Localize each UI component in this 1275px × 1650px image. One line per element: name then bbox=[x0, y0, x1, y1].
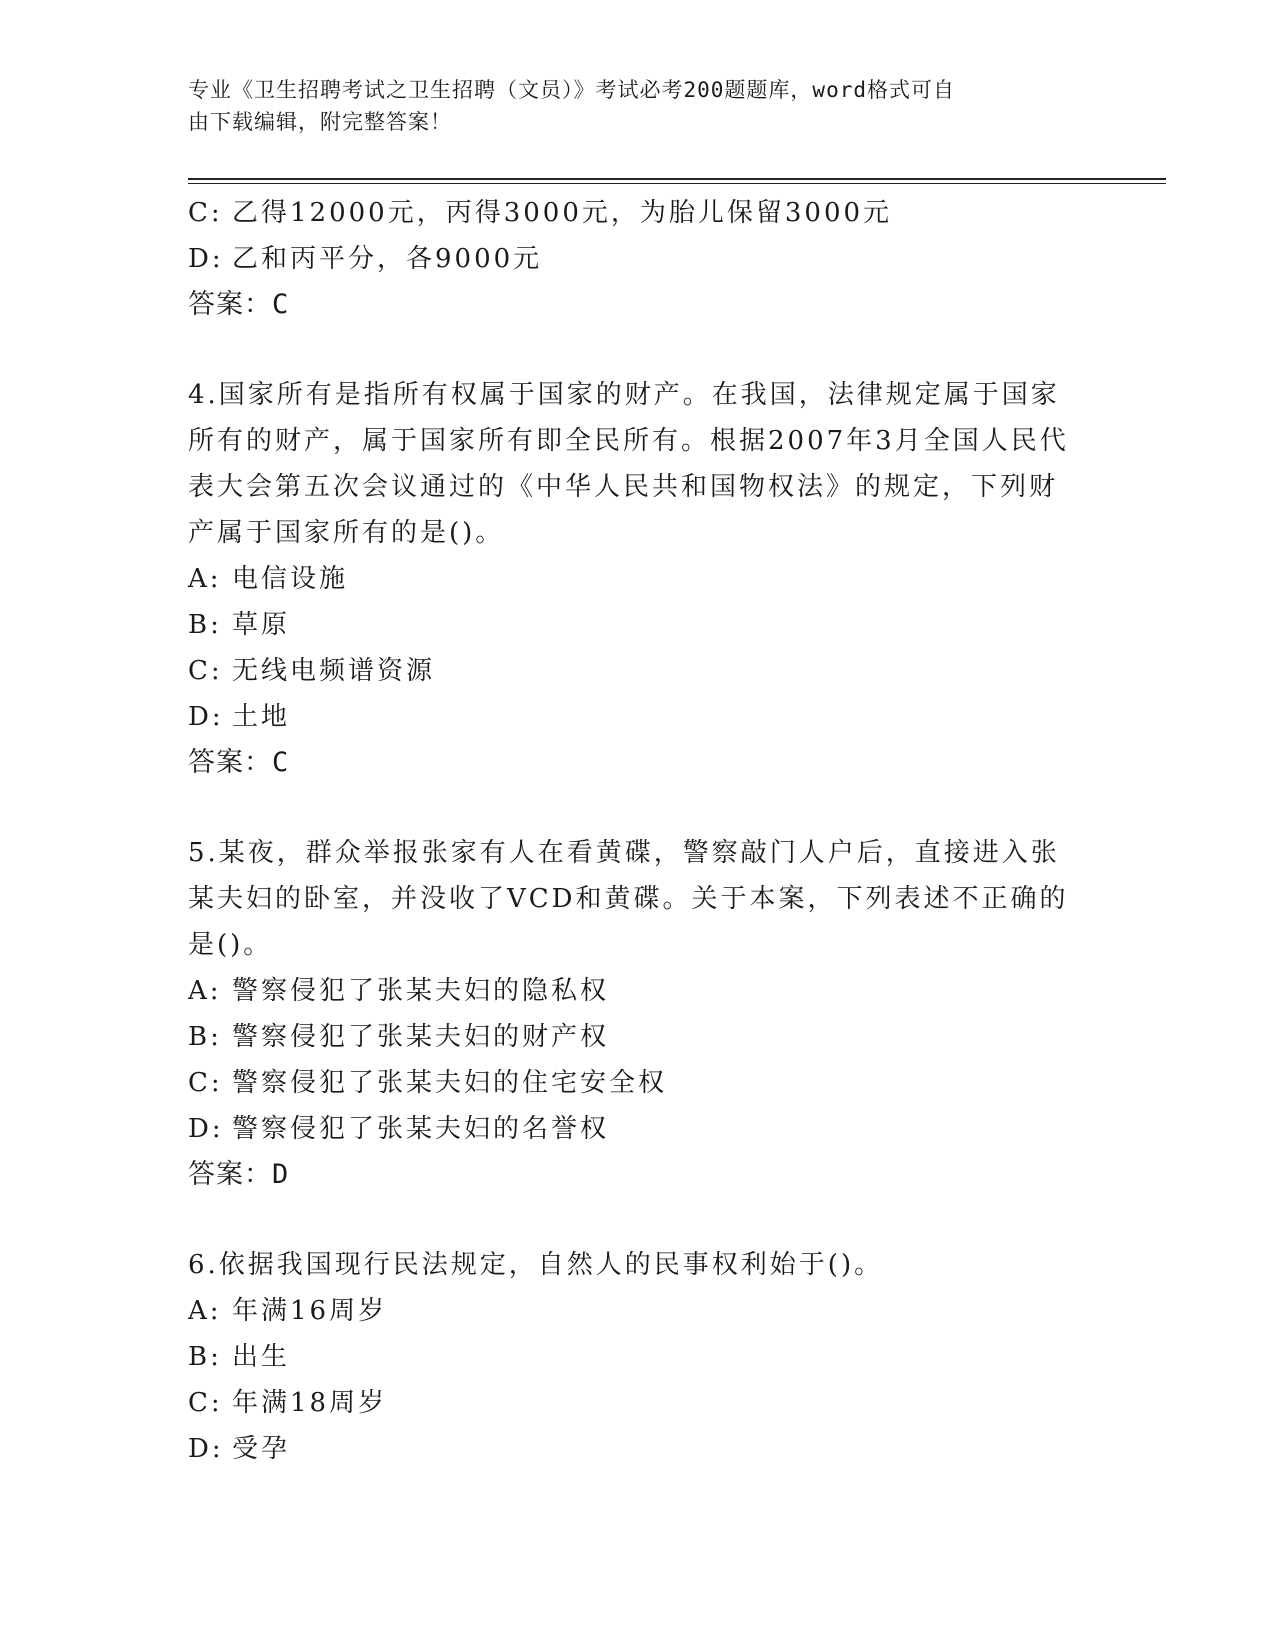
option-key: C: bbox=[188, 656, 223, 686]
option-a bbox=[188, 968, 1088, 1014]
option-key: B: bbox=[188, 1342, 222, 1372]
option-b bbox=[188, 1014, 1088, 1060]
header-rule-thick bbox=[188, 178, 1166, 180]
option-b bbox=[188, 602, 1088, 648]
answer-line: 答案：C bbox=[188, 747, 290, 778]
option-text: 年满18周岁 bbox=[232, 1388, 388, 1418]
option-key: D: bbox=[188, 1114, 224, 1144]
option-text: 警察侵犯了张某夫妇的名誉权 bbox=[232, 1114, 610, 1144]
option-key: D: bbox=[188, 702, 224, 732]
header-rule-thin bbox=[188, 183, 1166, 184]
question-5 bbox=[188, 830, 1088, 1198]
question-list bbox=[188, 190, 1088, 1472]
question-stem-line: 某夫妇的卧室，并没收了VCD和黄碟。关于本案，下列表述不正确的 bbox=[188, 884, 1069, 914]
option-key: C: bbox=[188, 1068, 223, 1098]
question-3-tail bbox=[188, 190, 1088, 328]
option-text: 乙和丙平分，各9000元 bbox=[232, 244, 543, 274]
option-key: D: bbox=[188, 1434, 224, 1464]
question-6 bbox=[188, 1242, 1088, 1472]
question-stem-line: 6.依据我国现行民法规定，自然人的民事权利始于()。 bbox=[188, 1250, 884, 1280]
option-b bbox=[188, 1334, 1088, 1380]
option-a bbox=[188, 556, 1088, 602]
spacer bbox=[188, 328, 1088, 372]
option-text: 土地 bbox=[232, 702, 291, 732]
option-key: B: bbox=[188, 610, 222, 640]
option-text: 警察侵犯了张某夫妇的隐私权 bbox=[232, 976, 610, 1006]
spacer bbox=[188, 1198, 1088, 1242]
header-line-2: 由下载编辑，附完整答案！ bbox=[188, 110, 452, 134]
option-text: 乙得12000元，丙得3000元，为胎儿保留3000元 bbox=[232, 198, 893, 228]
option-text: 警察侵犯了张某夫妇的财产权 bbox=[232, 1022, 610, 1052]
option-text: 受孕 bbox=[232, 1434, 291, 1464]
option-d bbox=[188, 1426, 1088, 1472]
option-key: A: bbox=[188, 976, 222, 1006]
option-key: C: bbox=[188, 1388, 223, 1418]
option-d bbox=[188, 236, 1088, 282]
question-stem-line: 表大会第五次会议通过的《中华人民共和国物权法》的规定，下列财 bbox=[188, 472, 1059, 502]
option-key: C: bbox=[188, 198, 223, 228]
question-stem-line: 5.某夜，群众举报张家有人在看黄碟，警察敲门人户后，直接进入张 bbox=[188, 838, 1060, 868]
question-4 bbox=[188, 372, 1088, 786]
option-text: 草原 bbox=[232, 610, 291, 640]
option-c bbox=[188, 1060, 1088, 1106]
option-key: D: bbox=[188, 244, 224, 274]
option-text: 出生 bbox=[232, 1342, 291, 1372]
option-a bbox=[188, 1288, 1088, 1334]
option-d bbox=[188, 694, 1088, 740]
document-header bbox=[188, 74, 1068, 138]
option-key: A: bbox=[188, 1296, 222, 1326]
answer-line: 答案：C bbox=[188, 289, 290, 320]
spacer bbox=[188, 786, 1088, 830]
option-c bbox=[188, 190, 1088, 236]
option-d bbox=[188, 1106, 1088, 1152]
option-key: B: bbox=[188, 1022, 222, 1052]
option-text: 年满16周岁 bbox=[232, 1296, 388, 1326]
option-c bbox=[188, 1380, 1088, 1426]
option-text: 电信设施 bbox=[232, 564, 349, 594]
question-stem-line: 所有的财产，属于国家所有即全民所有。根据2007年3月全国人民代 bbox=[188, 426, 1069, 456]
option-key: A: bbox=[188, 564, 222, 594]
header-line-1: 专业《卫生招聘考试之卫生招聘（文员）》考试必考200题题库，word格式可自 bbox=[188, 78, 955, 102]
option-c bbox=[188, 648, 1088, 694]
option-text: 警察侵犯了张某夫妇的住宅安全权 bbox=[232, 1068, 668, 1098]
answer-line: 答案：D bbox=[188, 1159, 290, 1190]
question-stem-line: 产属于国家所有的是()。 bbox=[188, 518, 505, 548]
question-stem-line: 4.国家所有是指所有权属于国家的财产。在我国，法律规定属于国家 bbox=[188, 380, 1060, 410]
option-text: 无线电频谱资源 bbox=[232, 656, 436, 686]
question-stem-line: 是()。 bbox=[188, 930, 273, 960]
